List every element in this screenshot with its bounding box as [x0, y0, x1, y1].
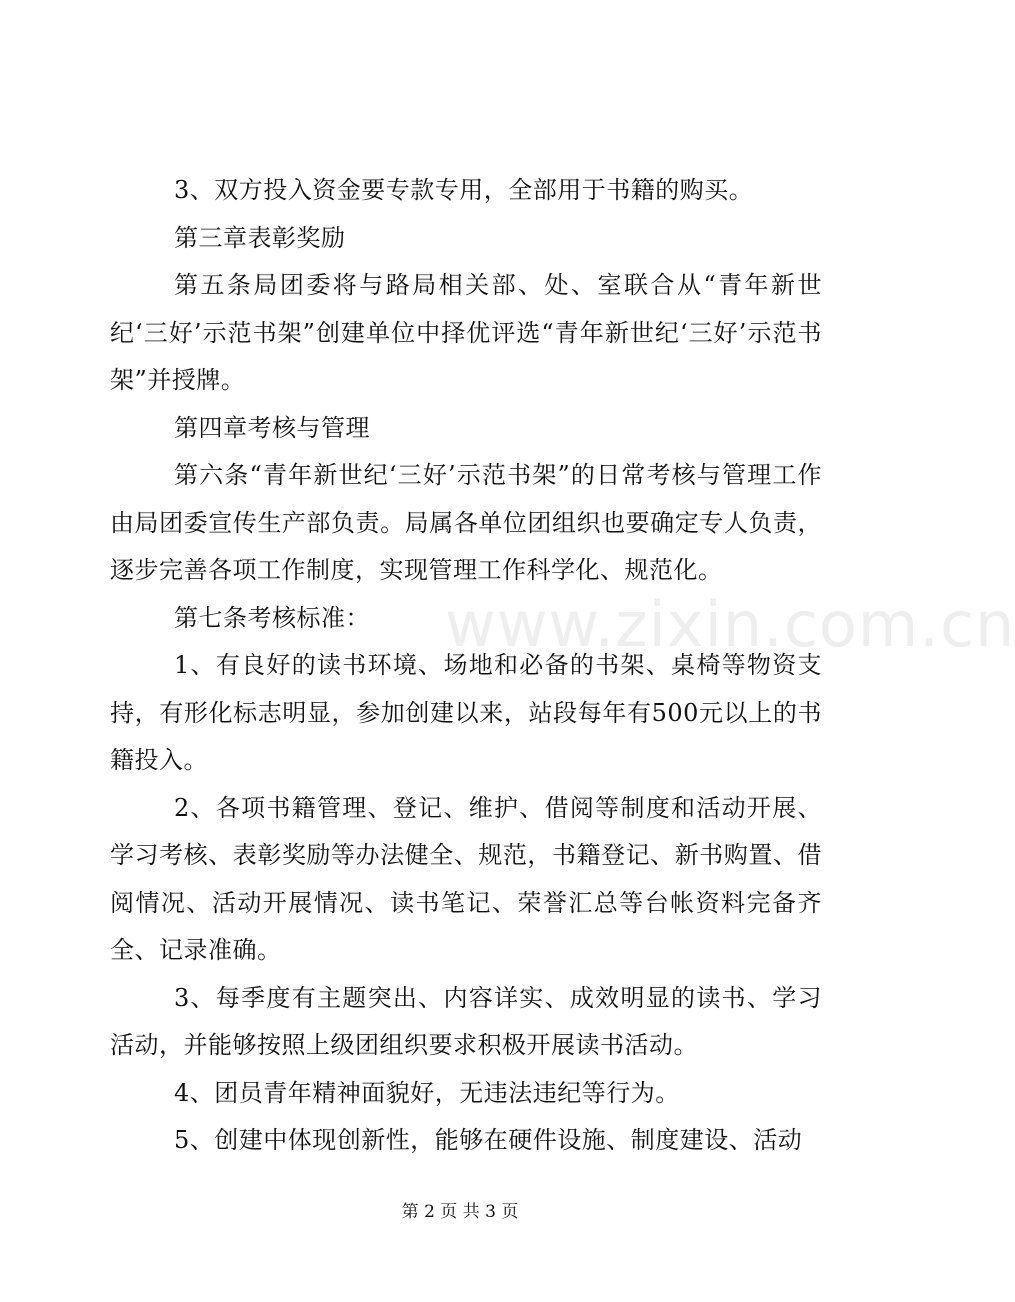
document-body [110, 167, 822, 1165]
criterion-five: 5、创建中体现创新性，能够在硬件设施、制度建设、活动 [174, 1126, 803, 1154]
chapter-four-heading: 第四章考核与管理 [174, 413, 370, 442]
page-footer: 第 2 页 共 3 页 [401, 1202, 519, 1222]
watermark: www.zixin.com.cn [445, 588, 1015, 661]
criterion-two: 2、各项书籍管理、登记、维护、借阅等制度和活动开展、学习考核、表彰奖励等办法健全、规范，书籍登记、新书购置、借阅情况、活动开展情况、读书笔记、荣誉汇总等台帐资料完备齐全、记录准确。 [110, 793, 822, 964]
criterion-one: 1、有良好的读书环境、场地和必备的书架、桌椅等物资支持，有形化标志明显，参加创建以来，站段每年有500元以上的书籍投入。 [110, 651, 822, 774]
article-five: 第五条局团委将与路局相关部、处、室联合从“青年新世纪‘三好’示范书架”创建单位中择优评选“青年新世纪‘三好’示范书架”并授牌。 [110, 271, 822, 394]
paragraph-funding-use: 3、双方投入资金要专款专用，全部用于书籍的购买。 [174, 176, 754, 204]
article-seven: 第七条考核标准： [174, 603, 370, 632]
article-six: 第六条“青年新世纪‘三好’示范书架”的日常考核与管理工作由局团委宣传生产部负责。局属各单位团组织也要确定专人负责，逐步完善各项工作制度，实现管理工作科学化、规范化。 [110, 461, 822, 584]
criterion-four: 4、团员青年精神面貌好，无违法违纪等行为。 [174, 1078, 680, 1107]
criterion-three: 3、每季度有主题突出、内容详实、成效明显的读书、学习活动，并能够按照上级团组织要求积极开展读书活动。 [110, 983, 822, 1059]
chapter-three-heading: 第三章表彰奖励 [174, 223, 346, 252]
